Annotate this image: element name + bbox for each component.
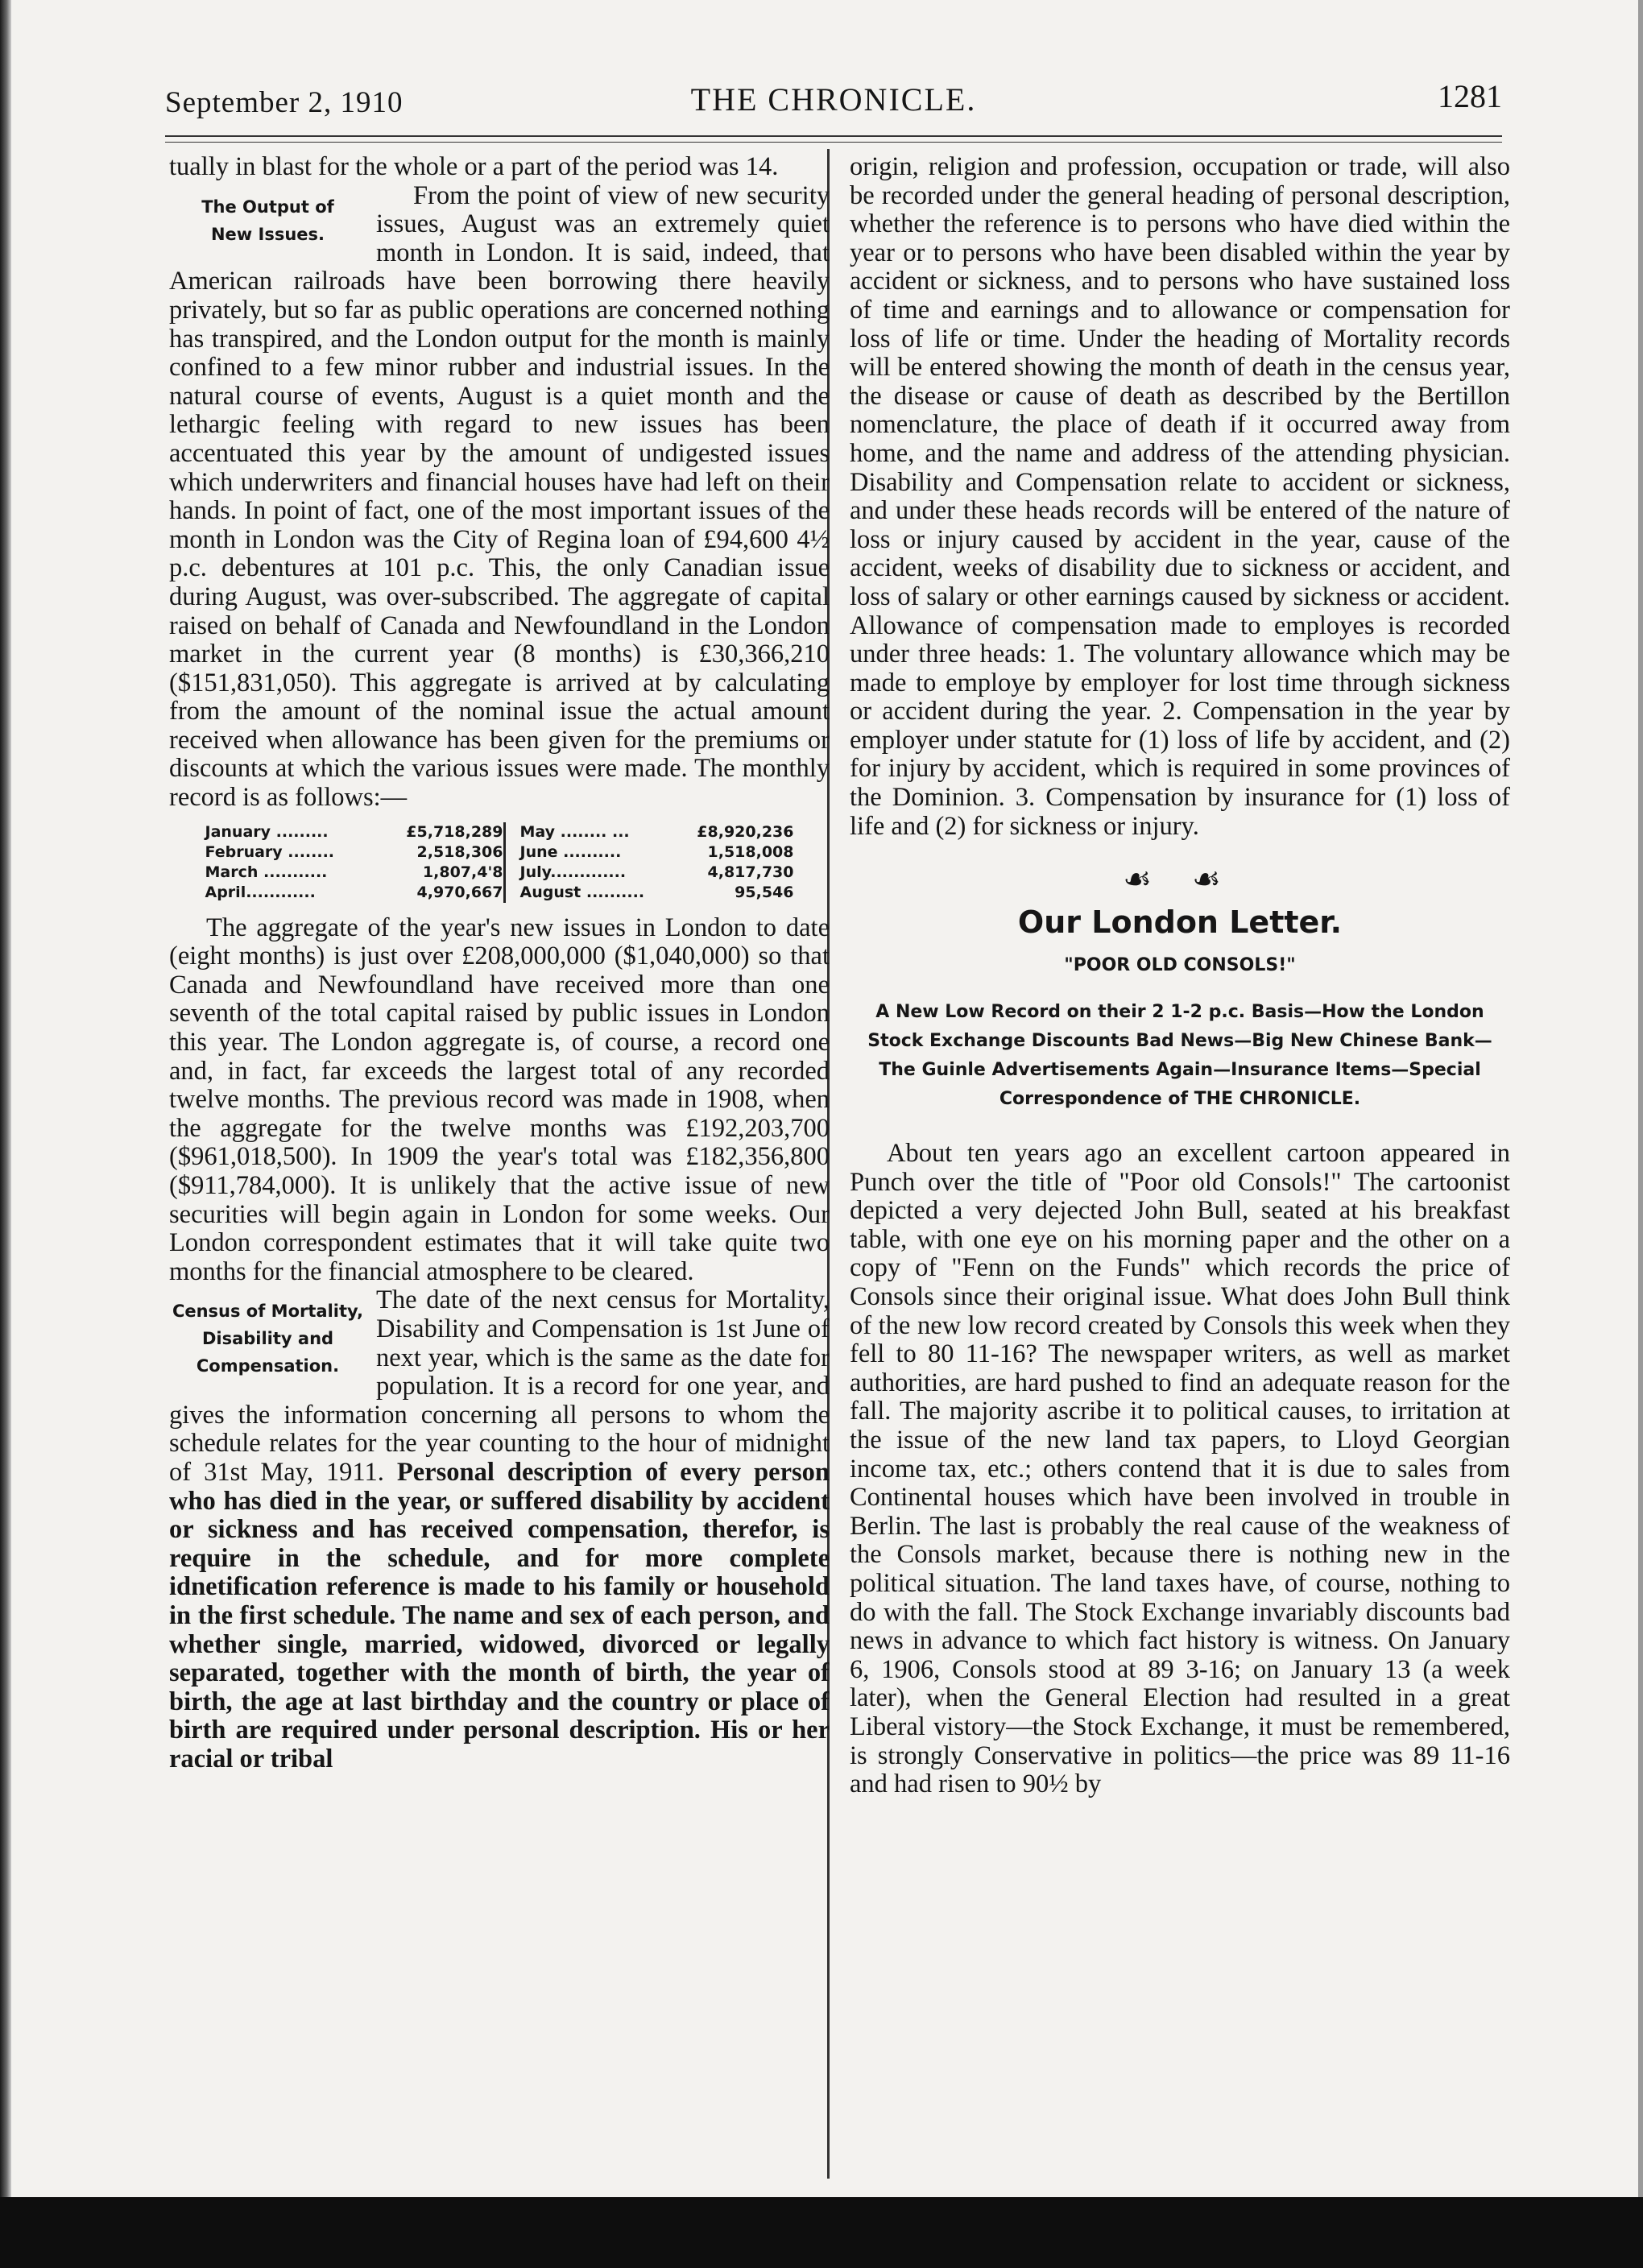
page-header	[165, 77, 1502, 126]
table-row: June .......... 1,518,008	[519, 842, 794, 861]
publication-title: THE CHRONICLE.	[690, 81, 977, 118]
months-left	[205, 822, 503, 903]
table-row: March ........... 1,807,4'8	[205, 863, 503, 881]
months-right	[503, 822, 794, 903]
fleuron-ornament: ☙ ☙	[1123, 861, 1237, 898]
table-row: January ......... £5,718,289	[205, 822, 503, 841]
section-census	[169, 1286, 830, 1773]
output-paragraph-1: From the point of view of new security issues, August was an extremely quiet month in London. It is said, indeed, that American railroads have been borrowing there heavily privately, but so far as public operations are concerned nothing has transpired, and the London output for the month is mainly confined to a few minor rubber and industrial issues. In the natural course of events, August is a quiet month and the lethargic feeling with regard to new issues has been accentuated this year by the amount of undigested issues which underwriters and financial houses have had left on their hands. In point of fact, one of the most important issues of the month in London was the City of Regina loan of £94,600 4½ p.c. debentures at 101 p.c. This, the only Canadian issue during August, was over-subscribed. The aggregate of capital raised on behalf of Canada and Newfoundland in the London market in the current year (8 months) is £30,366,210 ($151,831,050). This aggregate is arrived at by calculating from the amount of the nominal issue the actual amount received when allowance has been given for the premiums or discounts at which the various issues were made. The monthly record is as follows:—	[169, 181, 830, 813]
header-rule-thin	[165, 142, 1502, 143]
header-rule	[165, 135, 1502, 137]
article-title: Our London Letter.	[1017, 904, 1343, 940]
article-deck: A New Low Record on their 2 1-2 p.c. Basis—How the London Stock Exchange Discounts Bad News—Big New Chinese Bank—The Guinle Advertisements Again—Insurance Items—Special Correspondence of THE CHRONICLE.	[867, 1002, 1492, 1110]
article-subtitle: "POOR OLD CONSOLS!"	[1064, 955, 1296, 976]
left-column	[169, 153, 830, 1773]
intro-paragraph: tually in blast for the whole or a part of the period was 14.	[169, 152, 779, 181]
right-column	[850, 153, 1510, 1799]
census-text-bold: Personal description of every person who has died in the year, or suffered disability by accident or sickness and has received compensation, therefor, is require in the schedule, and for more complete idnetification reference is made to his family or household in the first schedule. The name and sex of each person, and whether single, married, widowed, divorced or legally separated, together with the month of birth, the year of birth, the age at last birthday and the country or place of birth are required under personal description. His or her racial or tribal	[169, 1457, 830, 1773]
article-paragraph-1: About ten years ago an excellent cartoon appeared in Punch over the title of "Poor old Consols!" The cartoonist depicted a very dejected John Bull, seated at his breakfast table, with one eye on his morning paper and the other on a copy of "Fenn on the Funds" which records the price of Consols since their original issue. What does John Bull think of the new low record created by Consols this week when they fell to 80 11-16? The newspaper writers, as well as market authorities, are hard pushed to find an adequate reason for the fall. The majority ascribe it to political causes, to irritation at the issue of the new land tax papers, to Lloyd Georgian income tax, etc.; others contend that it is due to sales from Continental houses which have been involved in trouble in Berlin. The last is probably the real cause of the weakness of the Consols market, because there is nothing new in the political situation. The land taxes have, of course, nothing to do with the fall. The Stock Exchange invariably discounts bad news in advance to which fact history is witness. On January 6, 1906, Consols stood at 89 3-16; on January 13 (a week later), when the General Election had resulted in a great Liberal vistory—the Stock Exchange, it must be remembered, is strongly Conservative in politics—the price was 89 11-16 and had risen to 90½ by	[850, 1139, 1510, 1799]
monthly-record-table	[169, 822, 830, 903]
table-row: February ........ 2,518,306	[205, 842, 503, 861]
census-text: The date of the next census for Mortality, Disability and Compensation is 1st June of next year, which is the same as the date for population. It is a record for one year, and gives the information concerning all persons to whom the schedule relates for the year counting to the hour of midnight of 31st May, 1911.	[169, 1286, 830, 1487]
table-row: May ........ ... £8,920,236	[519, 822, 794, 841]
scan-bottom-band	[0, 2197, 1643, 2268]
section-output-of-new-issues	[169, 182, 830, 813]
census-continued-paragraph: origin, religion and profession, occupation or trade, will also be recorded under the general heading of personal description, whether the reference is to persons who have died within the year or to persons who have been disabled within the year by accident or sickness, and to persons who have sustained loss of time and earnings and to allowance or compensation for loss of life or time. Under the heading of Mortality records will be entered showing the month of death in the census year, the disease or cause of death as described by the Bertillon nomenclature, the place of death if it occurred away from home, and the name and address of the attending physician. Disability and Compensation relate to accident or sickness, and under these heads records will be entered of the nature of loss or injury caused by accident in the year, cause of the accident, weeks of disability due to sickness or accident, and loss of salary or other earnings caused by sickness or accident. Allowance of compensation made to employes is recorded under three heads: 1. The voluntary allowance which may be made to employe by employer for lost time through sickness or accident during the year. 2. Compensation in the year by employer under statute for (1) loss of life by accident, and (2) for injury by accident, which is required in some provinces of the Dominion. 3. Compensation by insurance for (1) loss of life and (2) for sickness or injury.	[850, 152, 1510, 841]
sidehead-output-of-new-issues: The Output of New Issues.	[201, 197, 334, 244]
issue-date: September 2, 1910	[165, 86, 404, 119]
table-row: August .......... 95,546	[519, 883, 794, 901]
table-row: April............ 4,970,667	[205, 883, 503, 901]
scan-shadow-left	[0, 0, 11, 2268]
table-row: July............. 4,817,730	[519, 863, 794, 881]
scan-shadow-right	[1638, 0, 1643, 2268]
output-paragraph-2: The aggregate of the year's new issues in London to date (eight months) is just over £208,000,000 ($1,040,000) so that Canada and Newfoundland have received more than one seventh of the total capital raised by public issues in London this year. The London aggregate is, of course, a record one and, in fact, far exceeds the largest total of any recorded twelve months. The previous record was made in 1908, when the aggregate for the twelve months was £192,203,700 ($961,018,500). In 1909 the year's total was £182,356,800 ($911,784,000). It is unlikely that the active issue of new securities will begin again in London for some weeks. Our London correspondent estimates that it will take quite two months for the financial atmosphere to be cleared.	[169, 913, 830, 1286]
page-number: 1281	[1438, 78, 1502, 114]
sidehead-census: Census of Mortality, Disability and Compensation.	[172, 1302, 364, 1376]
